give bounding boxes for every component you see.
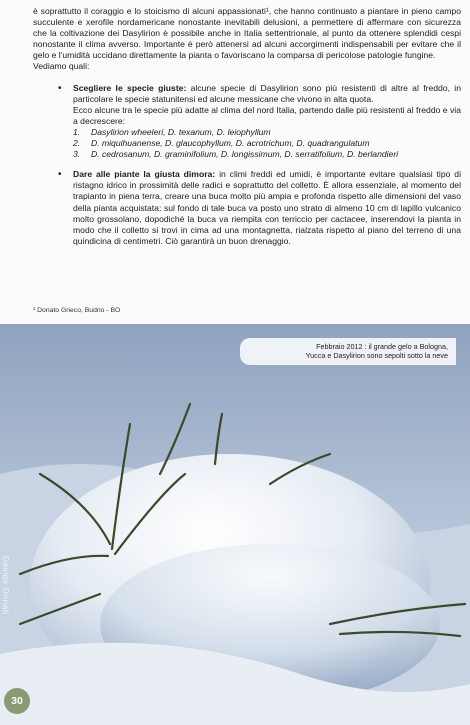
advice-heading: Scegliere le specie giuste: xyxy=(73,82,187,93)
advice-text: alcune specie di Dasylirion sono più resistenti di altre al freddo, in particolare le specie statunitensi ed alcune messicane che vivono in alta quota. xyxy=(73,82,461,104)
footnote: ¹ Donato Grieco, Budrio - BO xyxy=(33,307,121,314)
species-number: 1. xyxy=(73,126,81,137)
advice-text: in climi freddi ed umidi, è importante evitare qualsiasi tipo di ristagno idrico in prossimità delle radici e soprattutto del colletto. È allora essenziale, al momento del trapianto in piena terra, creare una buca molto più ampia e profonda rispetto alle dimensioni del vaso della pianta acquistata: sul fondo di tale buca va posto uno strato di almeno 10 cm di lapillo vulcanico molto grossolano, dopodiché la buca va riempita con terriccio per cactacee, inserendovi la pianta in modo che il colletto si trovi in cima ad una montagnetta, rialzata rispetto al piano del terreno di una quindicina di centimetri. Ciò garantirà un buon drenaggio. xyxy=(73,169,461,246)
species-names: D. miquihuanense, D. glaucophyllum, D. acrotrichum, D. quadrangulatum xyxy=(91,138,370,149)
advice-paragraph xyxy=(73,83,461,105)
species-number: 2. xyxy=(73,138,81,149)
intro-section xyxy=(33,6,461,73)
intro-paragraph-short: Vediamo quali: xyxy=(33,61,90,72)
bullet-icon: • xyxy=(58,82,62,94)
photo-credit-text: Davide Donati xyxy=(1,556,11,616)
advice-item-species xyxy=(33,83,461,161)
snow-plants-image xyxy=(0,324,470,725)
bullet-icon: • xyxy=(58,169,62,181)
species-names: Dasylirion wheeleri, D. texanum, D. leiophyllum xyxy=(91,126,271,137)
species-item xyxy=(73,127,461,138)
page-number-badge: 30 xyxy=(4,688,30,714)
intro-paragraph: è soprattutto il coraggio e lo stoicismo di alcuni appassionati¹, che hanno continuato a piantare in pieno campo succulente e xerofile nordamericane nonostante inevitabili delusioni, a permettere di affermare con sicurezza che la coltivazione dei Dasylirion è possibile anche in Italia settentrionale, al punto da ottenere splendidi cespi nonostante il clima avverso. Importante è però attenersi ad alcuni accorgimenti indispensabili per evitare che il gelo e l'umidità uccidano direttamente la pianta o favoriscano la comparsa di pericolose patologie fungine. xyxy=(33,6,461,61)
caption-line: Febbraio 2012 : il grande gelo a Bologna, xyxy=(316,342,448,351)
snow-photo xyxy=(0,324,470,725)
species-item xyxy=(73,138,461,149)
advice-subtext: Ecco alcune tra le specie più adatte al clima del nord Italia, partendo dalle più resistenti al freddo e via a decrescere: xyxy=(73,104,461,126)
advice-heading: Dare alle piante la giusta dimora: xyxy=(73,169,216,180)
photo-credit xyxy=(1,556,11,616)
species-list xyxy=(73,127,461,160)
caption-line: Yucca e Dasylirion sono sepolti sotto la neve xyxy=(305,351,448,361)
species-item xyxy=(73,149,461,160)
advice-list xyxy=(33,83,461,247)
article-body xyxy=(33,6,461,256)
species-number: 3. xyxy=(73,149,81,160)
species-names: D. cedrosanum, D. graminifolium, D. longissimum, D. serratifolium, D. berlandieri xyxy=(91,149,399,160)
advice-paragraph xyxy=(73,169,461,247)
photo-caption xyxy=(240,338,456,365)
advice-item-location xyxy=(33,169,461,247)
